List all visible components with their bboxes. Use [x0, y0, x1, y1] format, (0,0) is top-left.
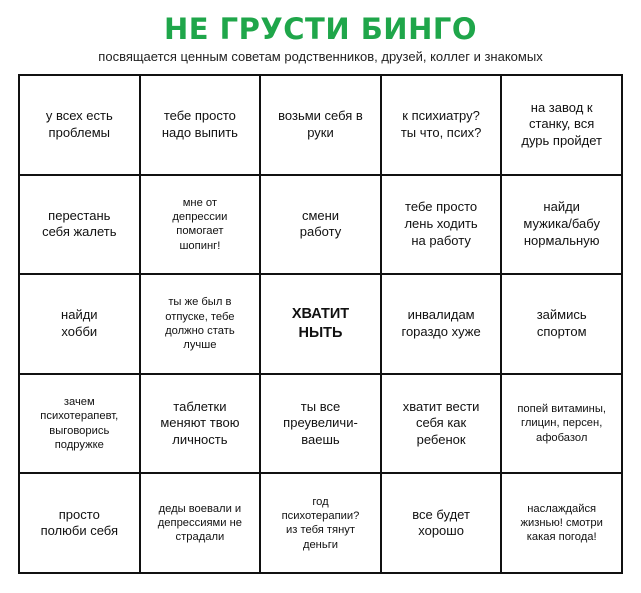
bingo-cell: тебе просто надо выпить — [141, 76, 262, 176]
bingo-cell: год психотерапии? из тебя тянут деньги — [261, 474, 382, 574]
bingo-cell: у всех есть проблемы — [20, 76, 141, 176]
bingo-cell: ХВАТИТ НЫТЬ — [261, 275, 382, 375]
bingo-cell: смени работу — [261, 176, 382, 276]
bingo-cell: просто полюби себя — [20, 474, 141, 574]
bingo-cell: ты же был в отпуске, тебе должно стать лучше — [141, 275, 262, 375]
bingo-cell: зачем психотерапевт, выговорись подружке — [20, 375, 141, 475]
bingo-cell: все будет хорошо — [382, 474, 503, 574]
bingo-cell: тебе просто лень ходить на работу — [382, 176, 503, 276]
bingo-title: НЕ ГРУСТИ БИНГО — [164, 12, 477, 46]
bingo-cell: перестань себя жалеть — [20, 176, 141, 276]
bingo-cell: возьми себя в руки — [261, 76, 382, 176]
bingo-cell: деды воевали и депрессиями не страдали — [141, 474, 262, 574]
bingo-cell: попей витамины, глицин, персен, афобазол — [502, 375, 623, 475]
bingo-cell: займись спортом — [502, 275, 623, 375]
bingo-cell: таблетки меняют твою личность — [141, 375, 262, 475]
bingo-grid — [18, 74, 623, 574]
bingo-cell: наслаждайся жизнью! смотри какая погода! — [502, 474, 623, 574]
bingo-cell: найди хобби — [20, 275, 141, 375]
bingo-cell: к психиатру? ты что, псих? — [382, 76, 503, 176]
bingo-cell: мне от депрессии помогает шопинг! — [141, 176, 262, 276]
bingo-cell: найди мужика/бабу нормальную — [502, 176, 623, 276]
bingo-cell: хватит вести себя как ребенок — [382, 375, 503, 475]
bingo-subtitle: посвящается ценным советам родственников, друзей, коллег и знакомых — [98, 49, 543, 64]
bingo-cell: ты все преувеличи- ваешь — [261, 375, 382, 475]
bingo-cell: инвалидам гораздо хуже — [382, 275, 503, 375]
bingo-cell: на завод к станку, вся дурь пройдет — [502, 76, 623, 176]
